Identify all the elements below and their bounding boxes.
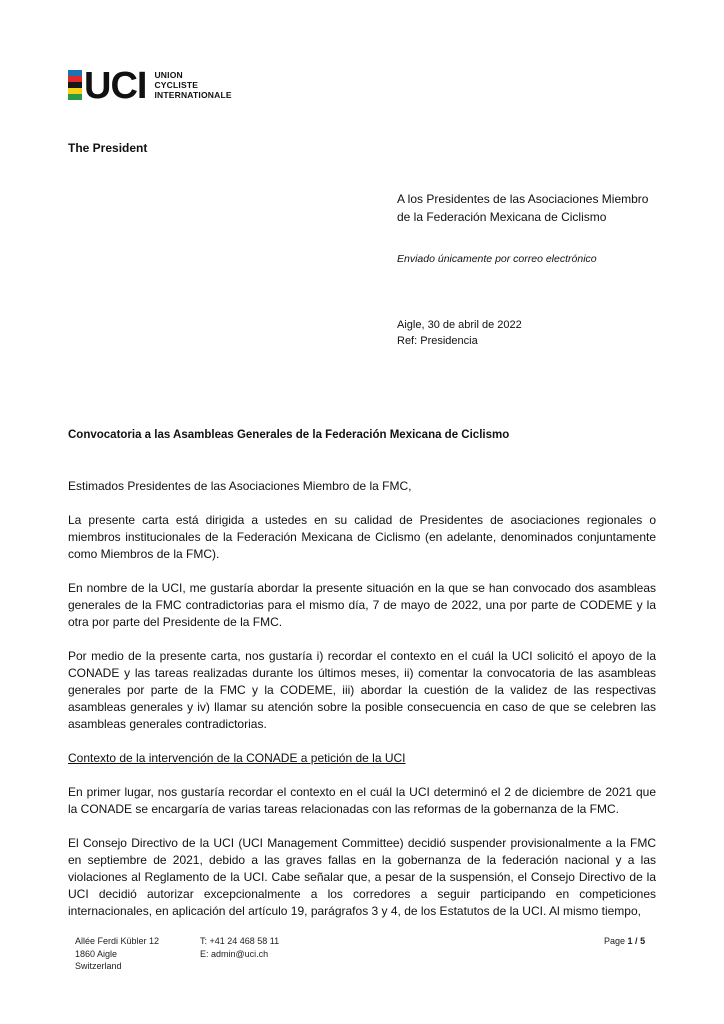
- logo-stripe: [68, 94, 82, 100]
- footer-address-line: Switzerland: [75, 961, 122, 971]
- date-block: [397, 317, 522, 349]
- letter-date: Aigle, 30 de abril de 2022: [397, 319, 522, 331]
- footer-address: [75, 935, 159, 973]
- logo-text-line: CYCLISTE: [154, 80, 199, 90]
- letter-subject: Convocatoria a las Asambleas Generales de la Federación Mexicana de Ciclismo: [68, 429, 510, 441]
- footer-email: E: admin@uci.ch: [200, 948, 269, 959]
- letter-reference: Ref: Presidencia: [397, 335, 478, 347]
- greeting: Estimados Presidentes de las Asociaciones Miembro de la FMC,: [68, 479, 412, 493]
- addressee-line: de la Federación Mexicana de Ciclismo: [397, 210, 607, 224]
- logo-wordmark: [154, 70, 231, 100]
- logo-text-line: INTERNATIONALE: [154, 90, 232, 100]
- letter-body: [68, 478, 656, 937]
- page-separator: /: [632, 936, 641, 946]
- addressee-block: [397, 190, 687, 226]
- page-label: Page: [604, 936, 628, 946]
- sender-title: The President: [68, 141, 148, 155]
- body-paragraph: En primer lugar, nos gustaría recordar el contexto en el cuál la UCI determinó el 2 de diciembre de 2021 que la CONADE se encargaría de varias tareas relacionadas con las reformas de la gobernanza de la FMC.: [68, 785, 656, 816]
- page-current: 1: [627, 936, 633, 946]
- logo-text-line: UNION: [154, 70, 183, 80]
- footer-address-line: Allée Ferdi Kübler 12: [75, 936, 160, 946]
- addressee-line: A los Presidentes de las Asociaciones Miembro: [397, 192, 649, 206]
- uci-logo: [68, 65, 232, 107]
- delivery-note: Enviado únicamente por correo electrónico: [397, 253, 597, 265]
- page-number: [604, 935, 645, 948]
- footer-phone: T: +41 24 468 58 11: [200, 936, 280, 946]
- body-paragraph: En nombre de la UCI, me gustaría abordar la presente situación en la que se han convocado dos asambleas generales de la FMC contradictorias para el mismo día, 7 de mayo de 2022, una por parte de CODEME y la otra por parte del Presidente de la FMC.: [68, 581, 656, 629]
- body-paragraph: Por medio de la presente carta, nos gustaría i) recordar el contexto en el cuál la UCI solicitó el apoyo de la CONADE y las tareas realizadas durante los últimos meses, ii) comentar la convocatoria de las asambleas generales por parte de la FMC y la CODEME, iii) abordar la cuestión de la validez de las respectivas asambleas generales y iv) llamar su atención sobre la posible consecuencia en caso de que se celebren las asambleas generales contradictorias.: [68, 649, 656, 731]
- body-paragraph: La presente carta está dirigida a ustedes en su calidad de Presidentes de asociaciones regionales o miembros institucionales de la Federación Mexicana de Ciclismo (en adelante, denominados conjuntamente como Miembros de la FMC).: [68, 513, 656, 561]
- footer-address-line: 1860 Aigle: [75, 948, 118, 959]
- page-total: 5: [640, 936, 646, 946]
- section-heading: Contexto de la intervención de la CONADE a petición de la UCI: [68, 751, 406, 765]
- logo-letters: UCI: [84, 65, 147, 107]
- logo-rainbow-stripes: [68, 70, 82, 100]
- footer-contact: [200, 935, 279, 960]
- body-paragraph: El Consejo Directivo de la UCI (UCI Management Committee) decidió suspender provisionalmente a la FMC en septiembre de 2021, debido a las graves fallas en la gobernanza de la federación nacional y a las violaciones al Reglamento de la UCI. Cabe señalar que, a pesar de la suspensión, el Consejo Directivo de la UCI decidió autorizar excepcionalmente a los corredores a seguir participando en competiciones internacionales, en aplicación del artículo 19, parágrafos 3 y 4, de los Estatutos de la UCI. Al mismo tiempo,: [68, 836, 656, 918]
